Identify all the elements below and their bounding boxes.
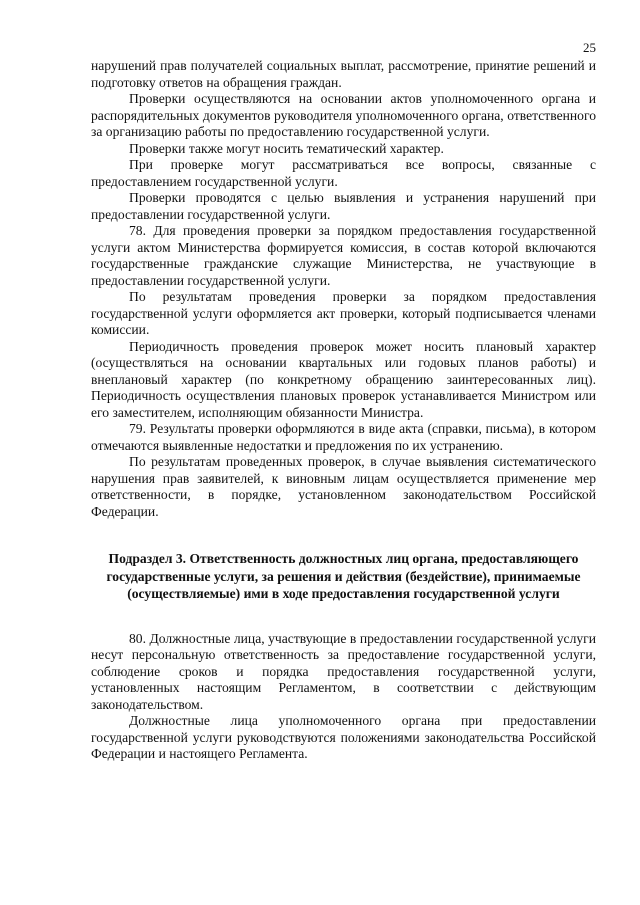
page-number: 25 bbox=[583, 40, 596, 55]
paragraph-inspection-questions: При проверке могут рассматриваться все вопросы, связанные с предоставлением государственной услуги. bbox=[91, 157, 596, 189]
paragraph-item-79: 79. Результаты проверки оформляются в виде акта (справки, письма), в котором отмечаются выявленные недостатки и предложения по их устранению. bbox=[91, 421, 596, 453]
paragraph-continuation: нарушений прав получателей социальных выплат, рассмотрение, принятие решений и подготовку ответов на обращения граждан. bbox=[91, 58, 596, 90]
paragraph-inspection-act: По результатам проведения проверки за порядком предоставления государственной услуги оформляется акт проверки, который подписывается членами комиссии. bbox=[91, 289, 596, 337]
document-body bbox=[91, 58, 596, 763]
section-heading: Подраздел 3. Ответственность должностных лиц органа, предоставляющего государственные услуги, за решения и действия (бездействие), принимаемые (осуществляемые) ими в ходе предоставления государственной услуги bbox=[106, 551, 581, 601]
paragraph-periodicity: Периодичность проведения проверок может носить плановый характер (осуществляться на основании квартальных или годовых планов работы) и внеплановый характер (по конкретному обращению заинтересованных лиц). Периодичность осуществления плановых проверок устанавливается Министром или его заместителем, исполняющим обязанности Министра. bbox=[91, 338, 596, 420]
paragraph-liability-measures: По результатам проведенных проверок, в случае выявления систематического нарушения прав заявителей, к виновным лицам осуществляется применение мер ответственности, в порядке, установленном законодательством Российской Федерации. bbox=[91, 454, 596, 519]
paragraph-officials-guidance: Должностные лица уполномоченного органа при предоставлении государственной услуги руководствуются положениями законодательства Российской Федерации и настоящего Регламента. bbox=[91, 713, 596, 761]
paragraph-item-80: 80. Должностные лица, участвующие в предоставлении государственной услуги несут персональную ответственность за предоставление государственной услуги, соблюдение сроков и порядка предоставления государственной услуги, установленных настоящим Регламентом, в соответствии с действующим законодательством. bbox=[91, 630, 596, 712]
paragraph-thematic: Проверки также могут носить тематический характер. bbox=[129, 140, 444, 156]
paragraph-item-78: 78. Для проведения проверки за порядком предоставления государственной услуги актом Министерства формируется комиссия, в состав которой включаются государственные гражданские служащие Министерства, не участвующие в предоставлении государственной услуги. bbox=[91, 223, 596, 288]
paragraph-inspection-basis: Проверки осуществляются на основании актов уполномоченного органа и распорядительных документов руководителя уполномоченного органа, ответственного за организацию работы по предоставлению государственной услуги. bbox=[91, 91, 596, 139]
paragraph-inspection-purpose: Проверки проводятся с целью выявления и устранения нарушений при предоставлении государственной услуги. bbox=[91, 190, 596, 222]
